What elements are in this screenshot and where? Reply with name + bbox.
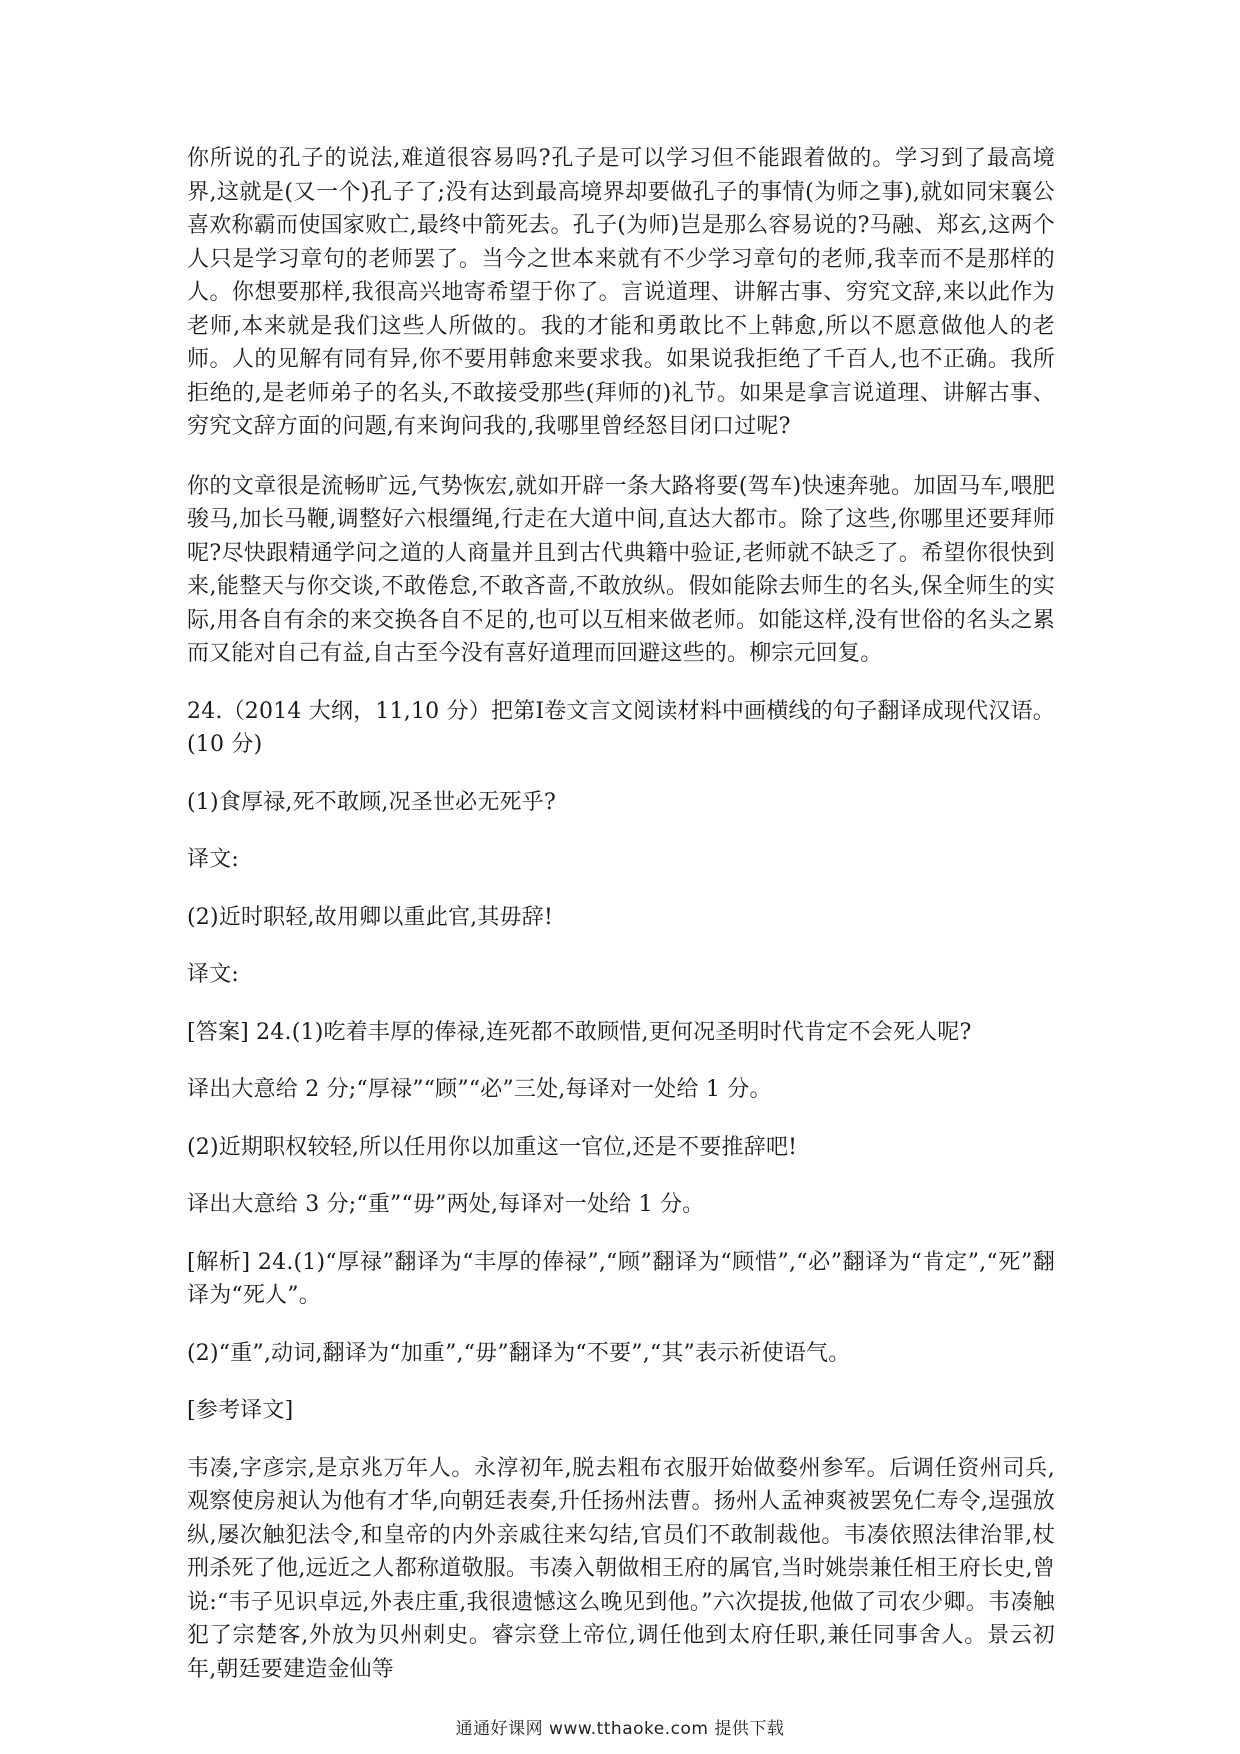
paragraph-essay-praise: 你的文章很是流畅旷远,气势恢宏,就如开辟一条大路将要(驾车)快速奔驰。加固马车,喂肥骏马,加长马鞭,调整好六根缰绳,行走在大道中间,直达大都市。除了这些,你哪里还要拜师呢?尽快跟精通学问之道的人商量并且到古代典籍中验证,老师就不缺乏了。希望你很快到来,能整天与你交谈,不敢倦怠,不敢吝啬,不敢放纵。假如能除去师生的名头,保全师生的实际,用各自有余的来交换各自不足的,也可以互相来做老师。如能这样,没有世俗的名头之累而又能对自己有益,自古至今没有喜好道理而回避这些的。柳宗元回复。 bbox=[187, 473, 1055, 666]
translation-label-2: 译文: bbox=[187, 962, 240, 987]
analysis-2: (2)“重”,动词,翻译为“加重”,“毋”翻译为“不要”,“其”表示祈使语气。 bbox=[187, 1340, 851, 1366]
reference-translation-heading: [参考译文] bbox=[187, 1398, 294, 1423]
scoring-note-2: 译出大意给 3 分;“重”“毋”两处,每译对一处给 1 分。 bbox=[187, 1192, 705, 1217]
reference-translation-text: 韦凑,字彦宗,是京兆万年人。永淳初年,脱去粗布衣服开始做婺州参军。后调任资州司兵,观察使房昶认为他有才华,向朝廷表奏,升任扬州法曹。扬州人孟神爽被罢免仁寿令,逞强放纵,屡次触犯法令,和皇帝的内外亲戚往来勾结,官员们不敢制裁他。韦凑依照法律治罪,杖刑杀死了他,远近之人都称道敬服。韦凑入朝做相王府的属官,当时姚崇兼任相王府长史,曾说:“韦子见识卓远,外表庄重,我很遗憾这么晚见到他。”六次提拔,他做了司农少卿。韦凑触犯了宗楚客,外放为贝州刺史。睿宗登上帝位,调任他到太府任职,兼任同事舍人。景云初年,朝廷要建造金仙等 bbox=[187, 1455, 1055, 1682]
answer-1: [答案] 24.(1)吃着丰厚的俸禄,连死都不敢顾惜,更何况圣明时代肯定不会死人呢? bbox=[187, 1019, 972, 1045]
question-24-heading: 24.（2014 大纲，11,10 分）把第Ⅰ卷文言文阅读材料中画横线的句子翻译成现代汉语。(10 分) bbox=[187, 698, 1055, 757]
footer-source: 通通好课网 www.tthaoke.com 提供下载 bbox=[455, 1719, 785, 1739]
scoring-note-1: 译出大意给 2 分;“厚禄”“顾”“必”三处,每译对一处给 1 分。 bbox=[187, 1077, 772, 1102]
question-24-sentence-1: (1)食厚禄,死不敢顾,况圣世必无死乎? bbox=[187, 789, 556, 815]
answer-2: (2)近期职权较轻,所以任用你以加重这一官位,还是不要推辞吧! bbox=[187, 1134, 798, 1160]
translation-label-1: 译文: bbox=[187, 847, 240, 872]
question-24-sentence-2: (2)近时职轻,故用卿以重此官,其毋辞! bbox=[187, 904, 553, 930]
document-body bbox=[187, 142, 1055, 1686]
paragraph-confucius-teacher: 你所说的孔子的说法,难道很容易吗?孔子是可以学习但不能跟着做的。学习到了最高境界,这就是(又一个)孔子了;没有达到最高境界却要做孔子的事情(为师之事),就如同宋襄公喜欢称霸而使国家败亡,最终中箭死去。孔子(为师)岂是那么容易说的?马融、郑玄,这两个人只是学习章句的老师罢了。当今之世本来就有不少学习章句的老师,我幸而不是那样的人。你想要那样,我很高兴地寄希望于你了。言说道理、讲解古事、穷究文辞,来以此作为老师,本来就是我们这些人所做的。我的才能和勇敢比不上韩愈,所以不愿意做他人的老师。人的见解有同有异,你不要用韩愈来要求我。如果说我拒绝了千百人,也不正确。我所拒绝的,是老师弟子的名头,不敢接受那些(拜师的)礼节。如果是拿言说道理、讲解古事、穷究文辞方面的问题,有来询问我的,我哪里曾经怒目闭口过呢? bbox=[187, 146, 1055, 439]
analysis-1: [解析] 24.(1)“厚禄”翻译为“丰厚的俸禄”,“顾”翻译为“顾惜”,“必”翻译为“肯定”,“死”翻译为“死人”。 bbox=[187, 1249, 1055, 1308]
